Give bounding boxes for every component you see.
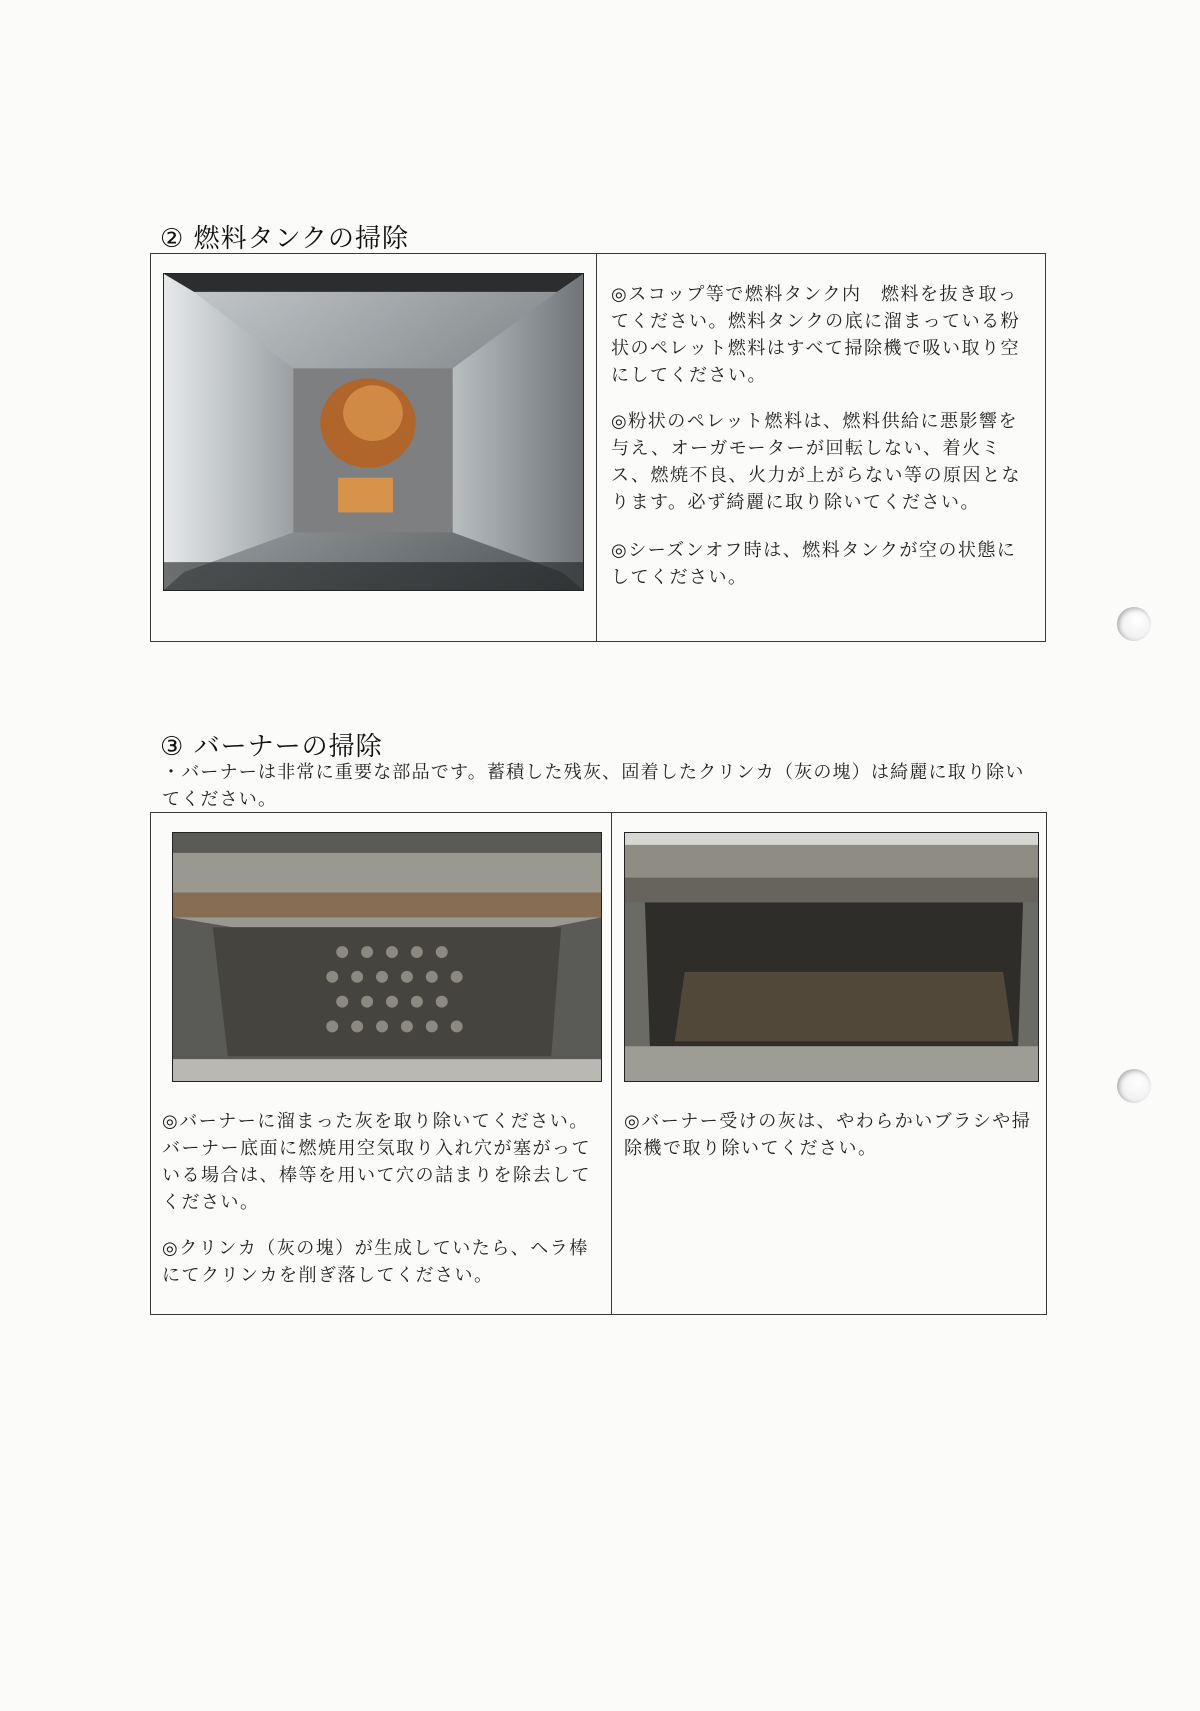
- burner-instruction-2: ◎クリンカ（灰の塊）が生成していたら、ヘラ棒にてクリンカを削ぎ落してください。: [162, 1238, 589, 1286]
- section3-title: ③ バーナーの掃除: [160, 732, 383, 762]
- burner-photo: [172, 832, 602, 1082]
- fuel-tank-instruction-1: ◎スコップ等で燃料タンク内 燃料を抜き取ってください。燃料タンクの底に溜まっている粉状のペレット燃料はすべて掃除機で吸い取り空にしてください。: [611, 284, 1021, 386]
- burner-tray-photo: [624, 832, 1039, 1082]
- fuel-tank-interior-photo: [163, 273, 584, 591]
- section3-note: ・バーナーは非常に重要な部品です。蓄積した残灰、固着したクリンカ（灰の塊）は綺麗に取り除いてください。: [162, 762, 1025, 810]
- punch-hole-top: [1117, 607, 1151, 641]
- fuel-tank-instruction-3: ◎シーズンオフ時は、燃料タンクが空の状態にしてください。: [611, 540, 1017, 588]
- fuel-tank-panel-divider: [596, 253, 597, 642]
- fuel-tank-instruction-2: ◎粉状のペレット燃料は、燃料供給に悪影響を与え、オーガモーターが回転しない、着火ミス、燃焼不良、火力が上がらない等の原因となります。必ず綺麗に取り除いてください。: [611, 411, 1022, 513]
- burner-tray-instruction: ◎バーナー受けの灰は、やわらかいブラシや掃除機で取り除いてください。: [624, 1111, 1032, 1159]
- section2-title: ② 燃料タンクの掃除: [160, 224, 410, 254]
- burner-instruction-1: ◎バーナーに溜まった灰を取り除いてください。バーナー底面に燃焼用空気取り入れ穴が塞がっている場合は、棒等を用いて穴の詰まりを除去してください。: [162, 1111, 591, 1213]
- burner-panel-divider: [611, 812, 612, 1315]
- punch-hole-bottom: [1117, 1069, 1151, 1103]
